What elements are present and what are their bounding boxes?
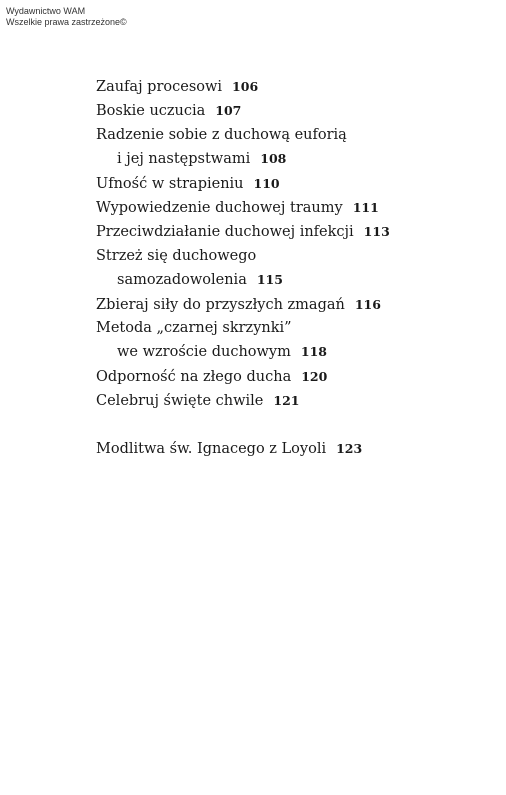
toc-entry-title: Ufność w strapieniu 110 — [96, 175, 280, 192]
toc-page-number: 107 — [215, 103, 242, 119]
toc-page-number: 106 — [232, 79, 259, 94]
toc-entry-title: Zbieraj siły do przyszłych zmagań 116 — [96, 296, 381, 313]
table-of-contents — [96, 75, 496, 461]
section-gap — [96, 414, 496, 437]
toc-page-number: 123 — [336, 440, 363, 456]
toc-entry — [96, 172, 496, 196]
toc-page-number: 120 — [301, 368, 328, 384]
toc-entry-title: Modlitwa św. Ignacego z Loyoli 123 — [96, 440, 363, 457]
toc-entry — [96, 317, 496, 365]
toc-page-number: 111 — [352, 200, 379, 216]
toc-entry-title-continued: samozadowolenia 115 — [117, 272, 283, 289]
toc-entry-title: Zaufaj procesowi 106 — [96, 79, 259, 95]
toc-entry — [96, 75, 496, 99]
toc-entry — [96, 389, 496, 413]
toc-page-number: 118 — [300, 344, 327, 360]
toc-entry-title: Celebruj święte chwile 121 — [96, 393, 300, 410]
toc-entry-title: Odporność na złego ducha 120 — [96, 368, 328, 385]
toc-page-number: 110 — [253, 175, 280, 191]
toc-entry — [96, 365, 496, 389]
toc-entry-title-continued: i jej następstwami 108 — [117, 151, 287, 168]
toc-page-number: 108 — [260, 151, 287, 167]
toc-entry — [96, 245, 496, 293]
toc-entry-title: Metoda „czarnej skrzynki” — [96, 320, 292, 337]
page-header — [6, 6, 127, 28]
publisher-name: Wydawnictwo WAM — [6, 6, 86, 16]
toc-page-number: 113 — [363, 224, 390, 240]
copyright-notice: Wszelkie prawa zastrzeżone© — [6, 17, 127, 27]
toc-entry-title: Wypowiedzenie duchowej traumy 111 — [96, 200, 379, 217]
toc-entry — [96, 220, 496, 244]
toc-entry-title: Radzenie sobie z duchową euforią — [96, 126, 347, 143]
toc-page-number: 115 — [256, 272, 283, 288]
toc-entry-title: Strzeż się duchowego — [96, 247, 257, 264]
toc-entry — [96, 196, 496, 220]
toc-entry — [96, 124, 496, 172]
toc-entry-title: Przeciwdziałanie duchowej infekcji 113 — [96, 224, 390, 241]
toc-entry-title-continued: we wzroście duchowym 118 — [117, 344, 327, 361]
toc-entry — [96, 99, 496, 123]
toc-entry-final — [96, 437, 496, 461]
toc-entry-title: Boskie uczucia 107 — [96, 103, 242, 120]
toc-page-number: 116 — [354, 296, 381, 312]
toc-entry — [96, 293, 496, 317]
toc-page-number: 121 — [273, 393, 300, 409]
